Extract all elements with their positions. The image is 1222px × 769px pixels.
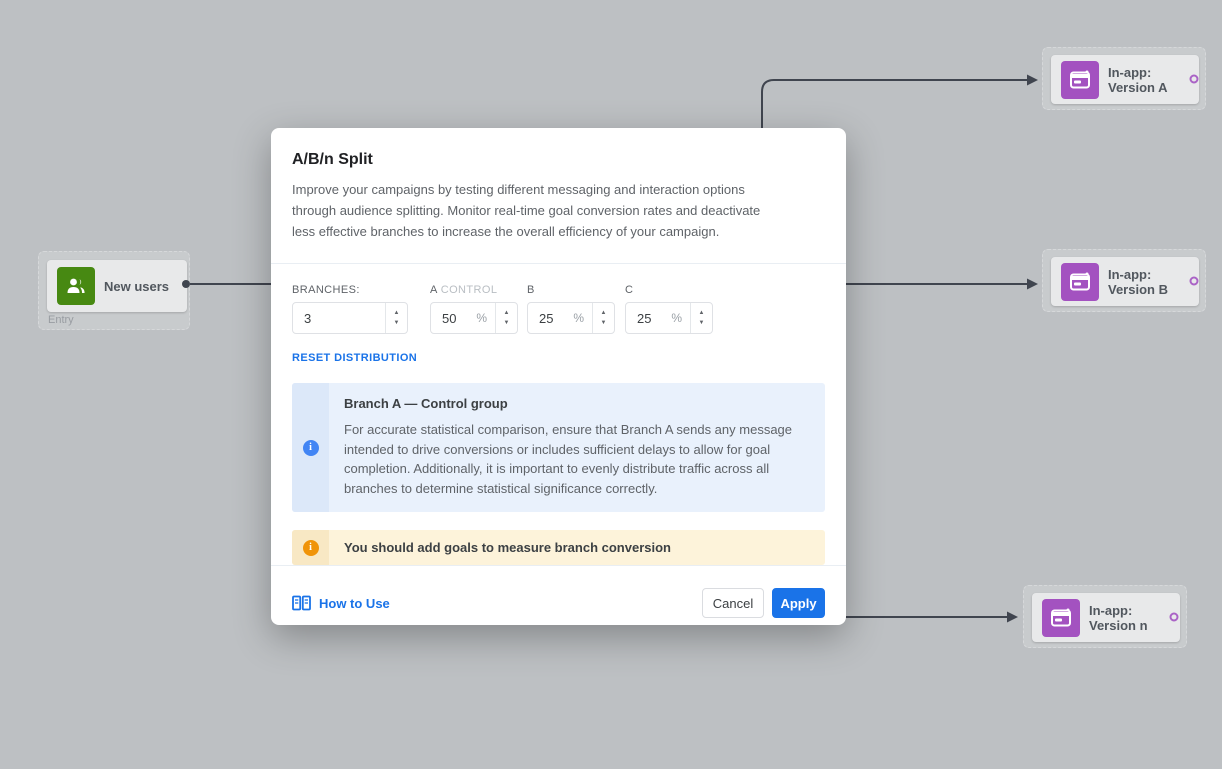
branch-b-stepper[interactable] (592, 303, 614, 333)
info-box-text: For accurate statistical comparison, ensure that Branch A sends any message intended to drive conversions or includes sufficient delays to allow for goal completion. Additionally, it is important to evenly distribute traffic across all branches to determine statistical significance correctly. (344, 422, 793, 496)
version-n-node-title: In-app: Version n (1089, 602, 1148, 633)
entry-node-type-label: Entry (48, 314, 74, 326)
goals-warning-box (292, 530, 825, 565)
version-b-node-title: In-app: Version B (1108, 266, 1168, 297)
stepper-down-icon[interactable]: ▼ (503, 320, 510, 326)
warning-box-text: You should add goals to measure branch conversion (344, 540, 671, 555)
version-b-output-port[interactable] (1191, 278, 1198, 285)
branch-c-percent-input[interactable]: 25 % ▲ ▼ (625, 302, 713, 334)
branch-b-percent-input[interactable]: 25 % ▲ ▼ (527, 302, 615, 334)
apply-button[interactable]: Apply (772, 588, 825, 618)
dialog-body (271, 264, 846, 565)
entry-output-port[interactable] (182, 280, 190, 288)
info-box-title: Branch A — Control group (344, 396, 508, 411)
stepper-down-icon[interactable]: ▼ (393, 320, 400, 326)
how-to-use-link[interactable]: How to Use (292, 595, 390, 612)
version-a-output-port[interactable] (1191, 76, 1198, 83)
branches-label: BRANCHES: (292, 284, 360, 296)
branches-count-stepper[interactable] (385, 303, 407, 333)
dialog-header (271, 128, 846, 263)
stepper-up-icon[interactable]: ▲ (503, 310, 510, 316)
info-icon: i (303, 440, 319, 456)
dialog-description: Improve your campaigns by testing different messaging and interaction options through audience splitting. Monitor real-time goal conversion rates and deactivate less effective branches to increase the overall efficiency of your campaign. (292, 182, 761, 239)
dialog-title: A/B/n Split (292, 151, 373, 168)
branches-count-input[interactable]: 3 ▲ ▼ (292, 302, 408, 334)
dialog-footer (271, 566, 846, 640)
version-n-output-port[interactable] (1171, 614, 1178, 621)
branch-a-percent-input[interactable]: 50 % ▲ ▼ (430, 302, 518, 334)
branch-b-label: B (527, 284, 535, 296)
stepper-down-icon[interactable]: ▼ (600, 320, 607, 326)
stepper-up-icon[interactable]: ▲ (393, 310, 400, 316)
branch-a-label: A CONTROL (430, 284, 498, 296)
stepper-up-icon[interactable]: ▲ (698, 310, 705, 316)
warning-icon: i (303, 540, 319, 556)
version-a-node-title: In-app: Version A (1108, 64, 1168, 95)
branch-c-label: C (625, 284, 634, 296)
entry-node-title: New users (104, 278, 170, 294)
stepper-down-icon[interactable]: ▼ (698, 320, 705, 326)
abn-split-dialog (271, 128, 846, 625)
stepper-up-icon[interactable]: ▲ (600, 310, 607, 316)
book-icon (292, 595, 311, 612)
branch-c-stepper[interactable] (690, 303, 712, 333)
branch-a-stepper[interactable] (495, 303, 517, 333)
control-group-info-box (292, 383, 825, 512)
reset-distribution-link[interactable]: RESET DISTRIBUTION (292, 352, 418, 364)
cancel-button[interactable]: Cancel (702, 588, 764, 618)
